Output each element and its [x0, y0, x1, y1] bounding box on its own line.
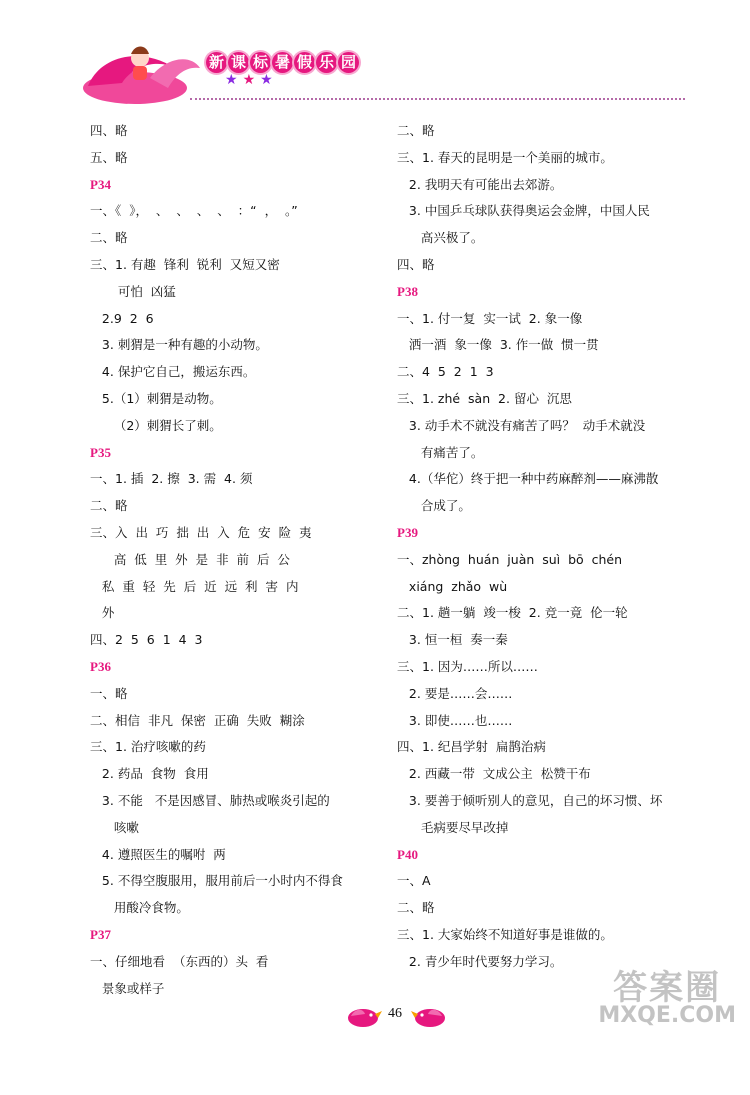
- bird-icon: [410, 1004, 448, 1028]
- answer-line: 3. 中国乒乓球队获得奥运会金牌，中国人民: [397, 203, 650, 219]
- answer-line: 4.（华佗）终于把一种中药麻醉剂——麻沸散: [397, 471, 659, 487]
- answer-line: 有痛苦了。: [397, 444, 484, 460]
- answer-line: 四、2 5 6 1 4 3: [90, 632, 203, 648]
- answer-line: 一、1. 插 2. 擦 3. 需 4. 须: [90, 471, 253, 487]
- answer-line: 私 重 轻 先 后 近 远 利 害 内: [90, 578, 299, 594]
- answer-line: 5. 不得空腹服用，服用前后一小时内不得食: [90, 873, 343, 889]
- answer-line: 3. 不能 不是因感冒、肺热或喉炎引起的: [90, 792, 330, 808]
- answer-line: 一、略: [90, 685, 128, 701]
- header-divider: [190, 98, 685, 100]
- answer-line: 三、入 出 巧 拙 出 入 危 安 险 夷: [90, 524, 312, 540]
- answer-line: 三、1. 因为……所以……: [397, 658, 538, 674]
- answer-line: 五、略: [90, 149, 128, 165]
- answer-line: 2. 药品 食物 食用: [90, 766, 209, 782]
- answer-line: 一、zhòng huán juàn suì bō chén: [397, 551, 623, 567]
- answer-line: 四、1. 纪昌学射 扁鹊治病: [397, 739, 546, 755]
- answer-line: 二、4 5 2 1 3: [397, 364, 494, 380]
- answer-line: 高 低 里 外 是 非 前 后 公: [90, 551, 290, 567]
- answer-line: （2）刺猬长了刺。: [90, 417, 222, 433]
- mascot-wave-logo: [80, 38, 205, 108]
- page-section-heading: P40: [397, 846, 418, 862]
- page-section-heading: P35: [90, 444, 111, 460]
- watermark-cn: 答案圈: [613, 968, 722, 1008]
- answer-line: 2. 我明天有可能出去郊游。: [397, 176, 563, 192]
- answer-line: 四、略: [90, 123, 128, 138]
- answer-line: 2. 青少年时代要努力学习。: [397, 953, 563, 969]
- answer-line: 3. 即使……也……: [397, 712, 513, 728]
- answer-line: 5.（1）刺猬是动物。: [90, 390, 222, 406]
- answer-line: 三、1. zhé sàn 2. 留心 沉思: [397, 390, 572, 406]
- star-icon: ★: [242, 72, 261, 88]
- brand-char: 乐: [316, 52, 337, 73]
- brand-char: 标: [250, 52, 271, 73]
- answer-line: 3. 刺猬是一种有趣的小动物。: [90, 337, 268, 353]
- answer-line: 3. 要善于倾听别人的意见，自己的坏习惯、坏: [397, 792, 663, 808]
- page-section-heading: P38: [397, 283, 418, 299]
- page-section-heading: P34: [90, 176, 111, 192]
- decorative-stars: [225, 72, 278, 88]
- answer-line: 一、仔细地看 （东西的）头 看: [90, 953, 269, 969]
- star-icon: ★: [260, 72, 278, 88]
- answer-line: 二、略: [397, 123, 435, 138]
- answer-line: 洒一酒 象一像 3. 作一做 惯一贯: [397, 337, 599, 353]
- brand-char: 园: [338, 52, 359, 73]
- watermark-en: MXQE.COM: [598, 1003, 736, 1028]
- brand-char: 新: [206, 52, 227, 73]
- answer-line: 4. 保护它自己，搬运东西。: [90, 364, 256, 380]
- answer-column-right: [397, 118, 707, 976]
- answer-line: 一、《 》， 、 、 、 、 ：“ ， 。”: [90, 203, 298, 219]
- answer-line: 三、1. 大家始终不知道好事是谁做的。: [397, 926, 613, 942]
- answer-line: 二、略: [397, 900, 435, 916]
- answer-line: 外: [90, 605, 115, 621]
- answer-line: 二、相信 非凡 保密 正确 失败 糊涂: [90, 712, 305, 728]
- answer-line: 3. 动手术不就没有痛苦了吗？ 动手术就没: [397, 417, 646, 433]
- answer-line: 咳嗽: [90, 819, 139, 835]
- watermark: [598, 960, 736, 1028]
- page-number: 46: [388, 1006, 402, 1021]
- answer-line: xiáng zhǎo wù: [397, 578, 508, 594]
- answer-line: 2.9 2 6: [90, 310, 154, 326]
- answer-line: 3. 恒一桓 奏一秦: [397, 632, 508, 648]
- answer-line: 二、1. 趟一躺 竣一梭 2. 竞一竟 伦一轮: [397, 605, 628, 621]
- brand-char: 假: [294, 52, 315, 73]
- answer-column-left: [90, 118, 390, 1002]
- page-section-heading: P37: [90, 926, 111, 942]
- answer-line: 三、1. 有趣 锋利 锐利 又短又密: [90, 256, 280, 272]
- answer-line: 高兴极了。: [397, 230, 484, 246]
- answer-line: 三、1. 春天的昆明是一个美丽的城市。: [397, 149, 613, 165]
- answer-line: 一、1. 付一复 实一试 2. 象一像: [397, 310, 583, 326]
- answer-line: 一、A: [397, 873, 431, 889]
- page-header: [80, 38, 700, 108]
- page-section-heading: P39: [397, 524, 418, 540]
- answer-line: 二、略: [90, 230, 128, 246]
- brand-char: 课: [228, 52, 249, 73]
- answer-line: 4. 遵照医生的嘱咐 两: [90, 846, 226, 862]
- answer-line: 景象或样子: [90, 980, 165, 996]
- page-section-heading: P36: [90, 658, 111, 674]
- answer-line: 二、略: [90, 498, 128, 514]
- brand-char: 暑: [272, 52, 293, 73]
- answer-line: 合成了。: [397, 498, 471, 514]
- answer-line: 毛病要尽早改掉: [397, 819, 509, 835]
- answer-line: 2. 要是……会……: [397, 685, 513, 701]
- bird-icon: [345, 1004, 383, 1028]
- answer-line: 四、略: [397, 256, 435, 272]
- answer-line: 用酸冷食物。: [90, 900, 189, 916]
- answer-line: 可怕 凶猛: [90, 283, 176, 299]
- answer-line: 2. 西藏一带 文成公主 松赞干布: [397, 766, 591, 782]
- star-icon: ★: [225, 72, 243, 88]
- answer-line: 三、1. 治疗咳嗽的药: [90, 739, 206, 755]
